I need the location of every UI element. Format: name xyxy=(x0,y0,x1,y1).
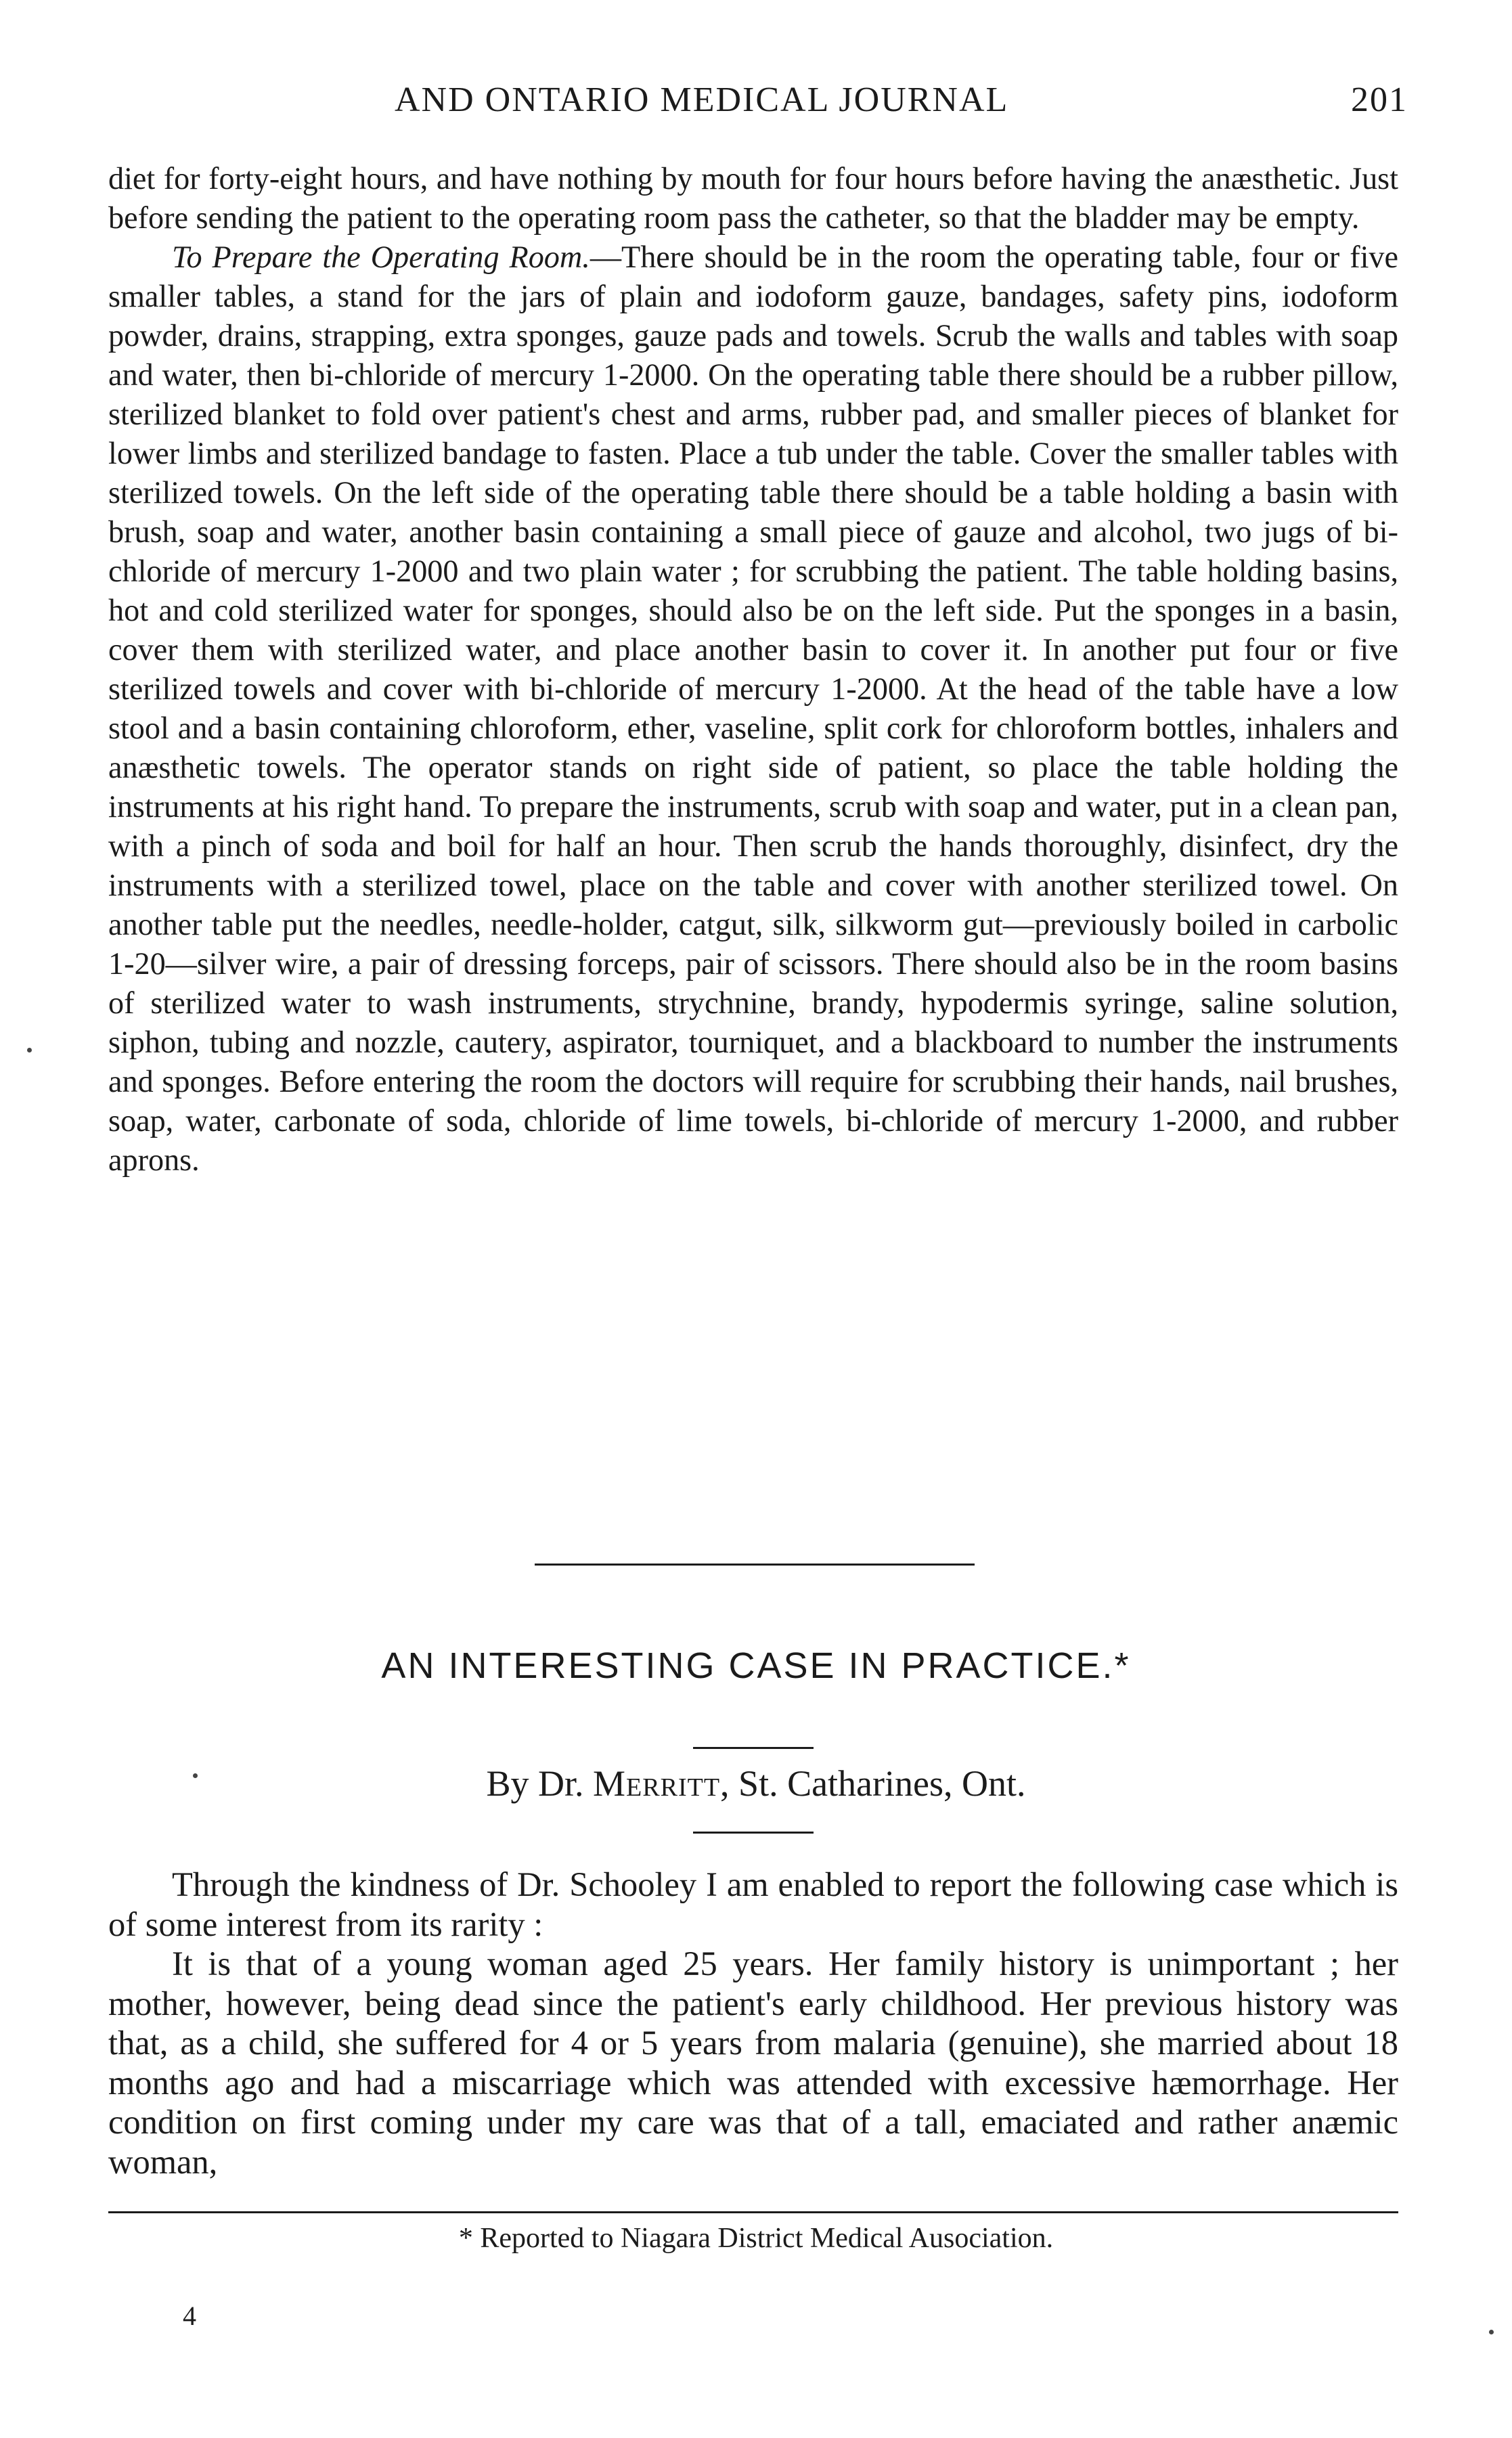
byline xyxy=(0,1763,1512,1804)
footnote-rule xyxy=(108,2211,1398,2213)
page-number: 201 xyxy=(1351,81,1408,119)
print-speck xyxy=(1489,2330,1494,2334)
paragraph-intro: Through the kindness of Dr. Schooley I am enabled to report the following case which is of some interest from its rarity : xyxy=(108,1865,1398,1943)
subsection-heading: To Prepare the Operating Room. xyxy=(172,240,590,274)
article-title: AN INTERESTING CASE IN PRACTICE.* xyxy=(381,1645,1131,1686)
byline-location: , St. Catharines, Ont. xyxy=(720,1763,1026,1804)
footnote: * Reported to Niagara District Medical Ausociation. xyxy=(458,2223,1054,2254)
author-name: Merritt xyxy=(593,1763,721,1804)
running-head xyxy=(102,80,1408,134)
journal-title: AND ONTARIO MEDICAL JOURNAL xyxy=(395,81,1009,119)
continued-article xyxy=(108,159,1398,1180)
print-speck xyxy=(27,1048,32,1052)
title-rule xyxy=(693,1747,814,1749)
paragraph-operating-room xyxy=(108,238,1398,1180)
print-speck xyxy=(193,1773,198,1778)
byline-rule xyxy=(693,1832,814,1834)
paragraph-case-history: It is that of a young woman aged 25 years. Her family history is unimportant ; her mother, however, being dead since the patient's early childhood. Her previous history was that, as a child, she suffered for 4 or 5 years from malaria (genuine), she married about 18 months ago and had a miscarriage which was attended with excessive hæmorrhage. Her condition on first coming under my care was that of a tall, emaciated and rather anæmic woman, xyxy=(108,1945,1398,2181)
paragraph-operating-room-text: —There should be in the room the operating table, four or five smaller tables, a stand for the jars of plain and iodoform gauze, bandages, safety pins, iodoform powder, drains, strapping, extra sponges, gauze pads and towels. Scrub the walls and tables with soap and water, then bi-chloride of mercury 1-2000. On the operating table there should be a rubber pillow, sterilized blanket to fold over patient's chest and arms, rubber pad, and smaller pieces of blanket for lower limbs and sterilized bandage to fasten. Place a tub under the table. Cover the smaller tables with sterilized towels. On the left side of the operating table there should be a table holding a basin with brush, soap and water, another basin containing a small piece of gauze and alcohol, two jugs of bi-chloride of mercury 1-2000 and two plain water ; for scrubbing the patient. The table holding basins, hot and cold sterilized water for sponges, should also be on the left side. Put the sponges in a basin, cover them with sterilized water, and place another basin to cover it. In another put four or five sterilized towels and cover with bi-chloride of mercury 1-2000. At the head of the table have a low stool and a basin containing chloroform, ether, vaseline, split cork for chloroform bottles, inhalers and anæsthetic towels. The operator stands on right side of patient, so place the table holding the instruments at his right hand. To prepare the instruments, scrub with soap and water, put in a clean pan, with a pinch of soda and boil for half an hour. Then scrub the hands thoroughly, disinfect, dry the instruments with a sterilized towel, place on the table and cover with another sterilized towel. On another table put the needles, needle-holder, catgut, silk, silkworm gut—previously boiled in carbolic 1-20—silver wire, a pair of dressing forceps, pair of scissors. There should also be in the room basins of sterilized water to wash instruments, strychnine, brandy, hypodermis syringe, saline solution, siphon, tubing and nozzle, cautery, aspirator, tourniquet, and a blackboard to number the instruments and sponges. Before entering the room the doctors will require for scrubbing their hands, nail brushes, soap, water, carbonate of soda, chloride of lime towels, bi-chloride of mercury 1-2000, and rubber aprons. xyxy=(108,240,1398,1177)
article-body xyxy=(108,1865,1398,2181)
signature-mark: 4 xyxy=(183,2301,196,2331)
paragraph-preparation: diet for forty-eight hours, and have nothing by mouth for four hours before having the anæsthetic. Just before sending the patient to the operating room pass the catheter, so that the bladder may be empty. xyxy=(108,161,1398,235)
byline-prefix: By Dr. xyxy=(486,1763,584,1804)
section-divider xyxy=(535,1564,975,1566)
